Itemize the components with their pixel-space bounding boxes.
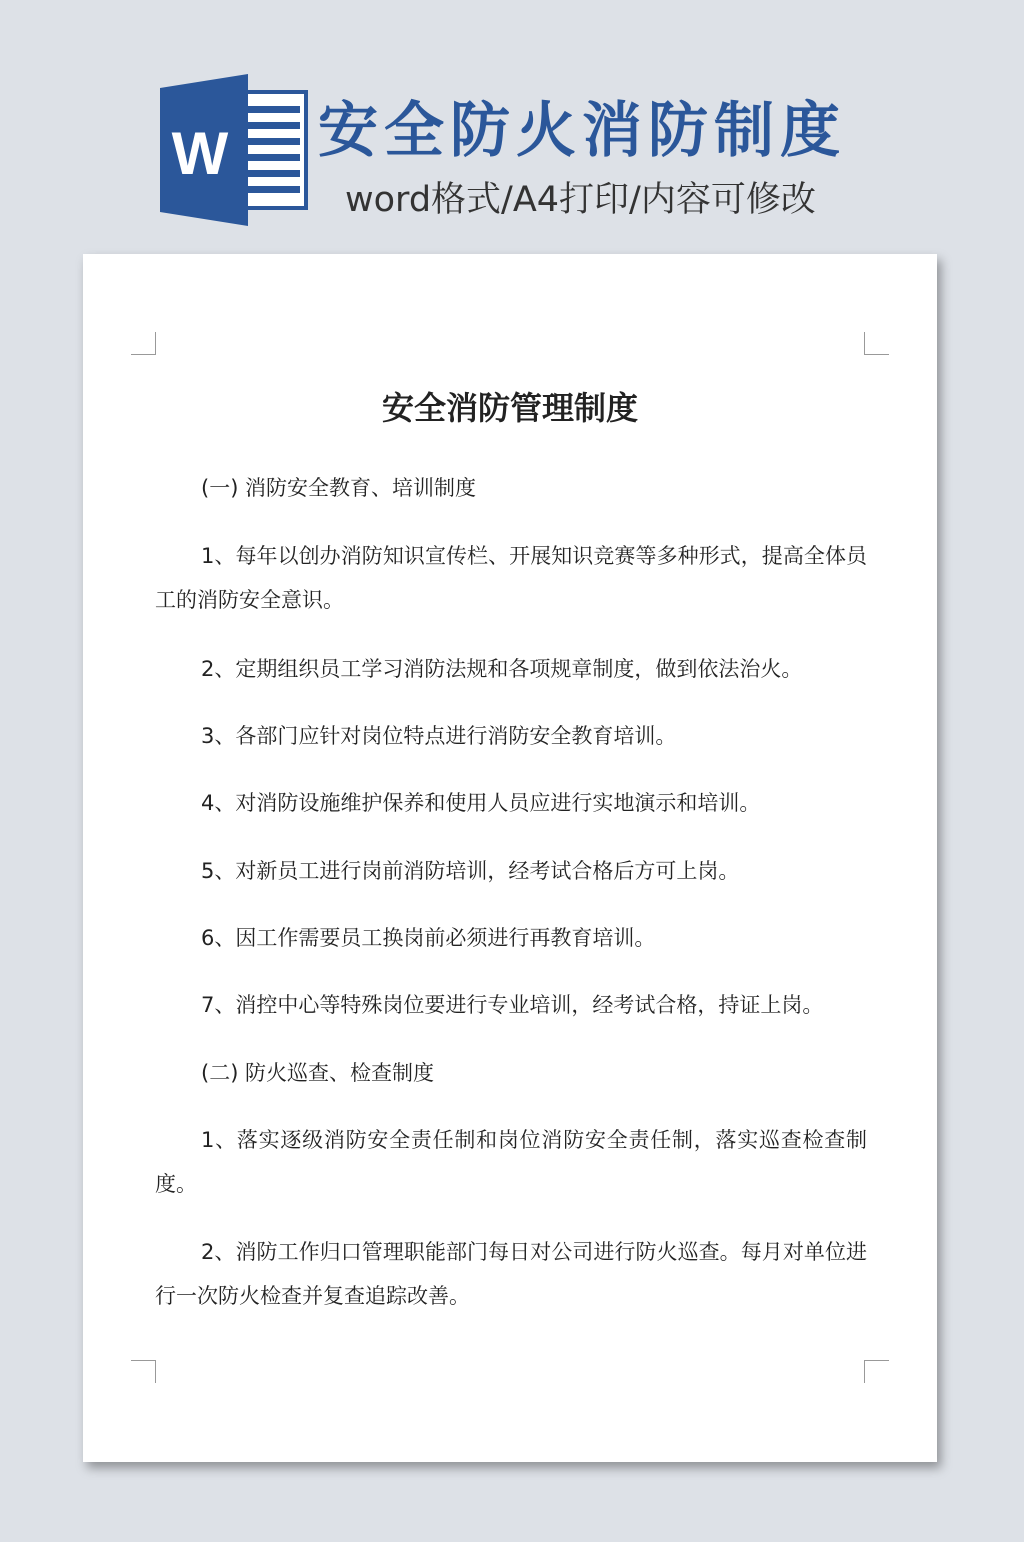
svg-text:W: W	[171, 120, 229, 187]
paragraph: 7、消控中心等特殊岗位要进行专业培训，经考试合格，持证上岗。	[201, 993, 824, 1017]
paragraph: 6、因工作需要员工换岗前必须进行再教育培训。	[201, 926, 656, 950]
paragraph: 3、各部门应针对岗位特点进行消防安全教育培训。	[201, 724, 677, 748]
document-page	[83, 254, 937, 1462]
margin-corner-mark	[131, 1360, 156, 1383]
paragraph: 5、对新员工进行岗前消防培训，经考试合格后方可上岗。	[201, 859, 740, 883]
margin-corner-mark	[864, 332, 889, 355]
paragraph: 2、消防工作归口管理职能部门每日对公司进行防火巡查。每月对单位进行一次防火检查并复查追踪改善。	[155, 1240, 867, 1308]
section-heading: (一) 消防安全教育、培训制度	[201, 476, 477, 500]
banner-title: 安全防火消防制度	[318, 96, 846, 166]
word-logo-icon	[158, 74, 308, 226]
document-title: 安全消防管理制度	[381, 389, 638, 427]
paragraph: 2、定期组织员工学习消防法规和各项规章制度，做到依法治火。	[201, 657, 803, 681]
paragraph: 4、对消防设施维护保养和使用人员应进行实地演示和培训。	[201, 791, 761, 815]
margin-corner-mark	[864, 1360, 889, 1383]
paragraph: 1、每年以创办消防知识宣传栏、开展知识竞赛等多种形式，提高全体员工的消防安全意识。	[155, 544, 867, 612]
margin-corner-mark	[131, 332, 156, 355]
banner-subtitle: word格式/A4打印/内容可修改	[345, 180, 816, 220]
paragraph: 1、落实逐级消防安全责任制和岗位消防安全责任制，落实巡查检查制度。	[155, 1128, 867, 1196]
section-heading: (二) 防火巡查、检查制度	[201, 1061, 435, 1085]
